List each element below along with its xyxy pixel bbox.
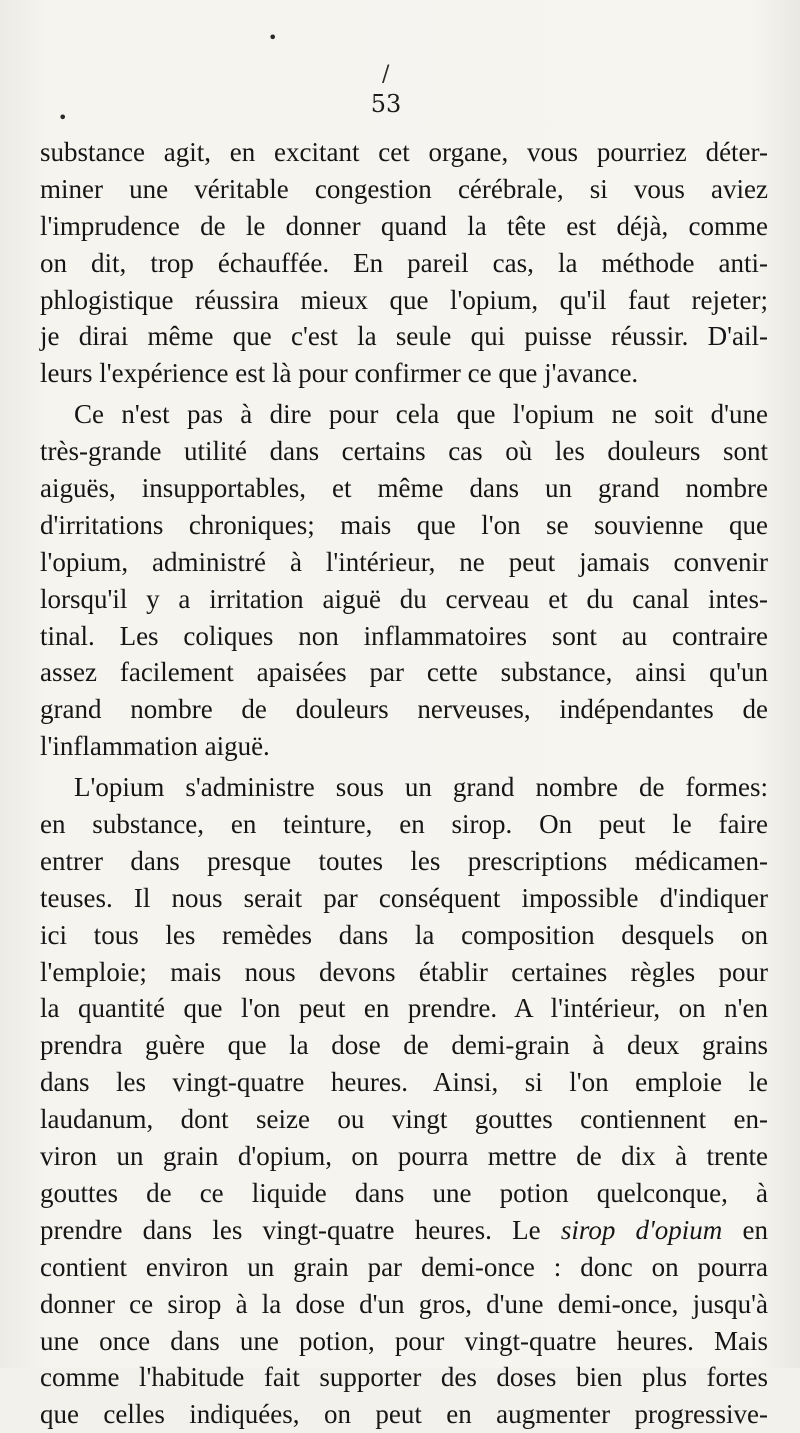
text-line: l'imprudence de le donner quand la tête est déjà, comme (40, 210, 768, 241)
text-line: d'irritations chroniques; mais que l'on se souvienne que (40, 509, 768, 540)
paragraph (40, 396, 768, 765)
text-line: viron un grain d'opium, on pourra mettre de dix à trente (40, 1141, 768, 1172)
text-line: l'emploie; mais nous devons établir certaines règles pour (40, 956, 768, 987)
text-line: lorsqu'il y a irritation aiguë du cerveau et du canal intes- (40, 583, 768, 614)
text-line: ici tous les remèdes dans la composition desquels on (40, 919, 768, 950)
text-line: contient environ un grain par demi-once : donc on pourra (40, 1251, 768, 1282)
text-line: très-grande utilité dans certains cas où les douleurs sont (40, 436, 768, 467)
italic-term: sirop d'opium (560, 1214, 723, 1245)
text-line: l'opium, administré à l'intérieur, ne peut jamais convenir (40, 546, 768, 577)
text-line: Ce n'est pas à dire pour cela que l'opium ne soit d'une (74, 399, 768, 430)
text-line: assez facilement apaisées par cette substance, ainsi qu'un (40, 657, 768, 688)
text-line: donner ce sirop à la dose d'un gros, d'une demi-once, jusqu'à (40, 1288, 768, 1319)
paragraph (40, 134, 768, 392)
text-line: je dirai même que c'est la seule qui puisse réussir. D'ail- (40, 321, 768, 352)
text-line: prendre dans les vingt-quatre heures. Le sirop d'opium en (40, 1214, 768, 1245)
text-line: laudanum, dont seize ou vingt gouttes contiennent en- (40, 1104, 768, 1135)
text-line: la quantité que l'on peut en prendre. A l'intérieur, on n'en (40, 993, 768, 1024)
page-number: 53 (370, 90, 402, 118)
text-line: entrer dans presque toutes les prescriptions médicamen- (40, 845, 768, 876)
dot-mark: • (268, 28, 278, 47)
text-line: on dit, trop échauffée. En pareil cas, la méthode anti- (40, 247, 768, 278)
paragraph (40, 769, 768, 1433)
pencil-mark: / (382, 62, 390, 87)
text-line: dans les vingt-quatre heures. Ainsi, si l'on emploie le (40, 1067, 768, 1098)
text-line: tinal. Les coliques non inflammatoires sont au contraire (40, 620, 768, 651)
text-line: phlogistique réussira mieux que l'opium, qu'il faut rejeter; (40, 284, 768, 315)
text-line: en substance, en teinture, en sirop. On peut le faire (40, 809, 768, 840)
text-line: prendra guère que la dose de demi-grain à deux grains (40, 1030, 768, 1061)
body-text (40, 134, 768, 1433)
text-line: l'inflammation aiguë. (40, 731, 270, 762)
text-line: leurs l'expérience est là pour confirmer ce que j'avance. (40, 358, 639, 389)
text-line: que celles indiquées, on peut en augmenter progressive- (40, 1399, 768, 1430)
text-line: gouttes de ce liquide dans une potion quelconque, à (40, 1177, 768, 1208)
text-line: aiguës, insupportables, et même dans un grand nombre (40, 473, 768, 504)
text-line: comme l'habitude fait supporter des doses bien plus fortes (40, 1362, 768, 1393)
text-line: teuses. Il nous serait par conséquent impossible d'indiquer (40, 882, 768, 913)
dot-mark: • (58, 108, 68, 127)
text-line: substance agit, en excitant cet organe, vous pourriez déter- (40, 137, 768, 167)
text-line: grand nombre de douleurs nerveuses, indépendantes de (40, 694, 768, 725)
text-line: L'opium s'administre sous un grand nombre de formes: (74, 772, 768, 803)
text-line: miner une véritable congestion cérébrale, si vous aviez (40, 173, 768, 204)
text-line: une once dans une potion, pour vingt-quatre heures. Mais (40, 1325, 768, 1356)
